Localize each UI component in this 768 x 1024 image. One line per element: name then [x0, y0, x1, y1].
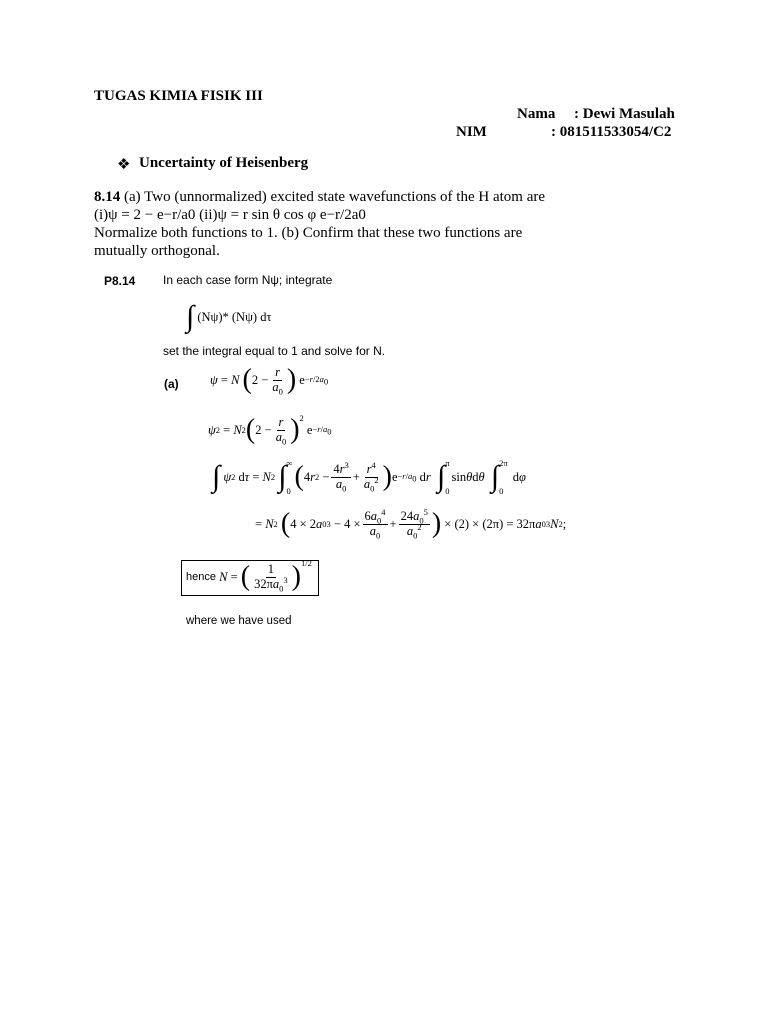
equation-psi: ψ = N ( 2 − $\frac{r}{a_0}$ ) e $-r/2a_0$ [210, 364, 329, 396]
problem-line-1: (a) Two (unnormalized) excited state wavefunctions of the H atom are [120, 189, 546, 205]
document-title: TUGAS KIMIA FISIK III [94, 88, 263, 104]
equation-integral-result: = N 2 ( 4 × 2 a 0 3 − 4 × $\frac{6a_0^4}{a_0}$ + $\frac{24a_0^5}{a_0^2}$ ) × (2) × (2π) = 32π a 0 3 N 2 ; [255, 507, 567, 540]
integral-text: (Nψ)* (Nψ) dτ [197, 309, 272, 324]
nim-label: NIM [456, 124, 487, 140]
nama-label: Nama [517, 106, 556, 122]
hence-label: hence [186, 571, 216, 583]
set-integral-text: set the integral equal to 1 and solve for N. [163, 344, 386, 358]
problem-number: 8.14 [94, 189, 121, 205]
solution-intro: In each case form Nψ; integrate [163, 273, 333, 287]
normalization-integral: ∫ (Nψ)* (Nψ) dτ [186, 300, 272, 333]
problem-line-2: (i)ψ = 2 − e−r/a0 (ii)ψ = r sin θ cos φ e−r/2a0 [94, 207, 366, 223]
problem-line-3: Normalize both functions to 1. (b) Confirm that these two functions are [94, 225, 523, 241]
problem-statement [94, 188, 654, 260]
diamond-bullet-icon: ❖ [117, 157, 131, 173]
nim-value: : 081511533054/C2 [551, 124, 672, 140]
section-heading: Uncertainty of Heisenberg [139, 155, 309, 171]
problem-line-4: mutually orthogonal. [94, 243, 220, 259]
equation-integral-expansion: ∫ ψ 2 d τ = N 2 ∫ ∞ 0 ( 4 r 2 − $\frac{4r^3}{a_0}$ + $\frac{r^4}{a_0^2}$ ) e $-r/a_0$ d r ∫ π 0 sin θ d θ ∫ 2π 0 d φ [212, 458, 526, 496]
where-used-text: where we have used [186, 615, 292, 627]
nama-value: : Dewi Masulah [574, 106, 675, 122]
solution-label: P8.14 [104, 274, 136, 288]
normalization-result-box: hence N = ( $\frac{1}{32\pi a_0^3}$ ) $^{1/2}$ [181, 560, 319, 596]
part-a-label: (a) [164, 377, 179, 391]
equation-psi-squared: ψ 2 = N 2 ( 2 − $\frac{r}{a_0}$ ) $^2$ e $-r/a_0$ [208, 413, 332, 446]
